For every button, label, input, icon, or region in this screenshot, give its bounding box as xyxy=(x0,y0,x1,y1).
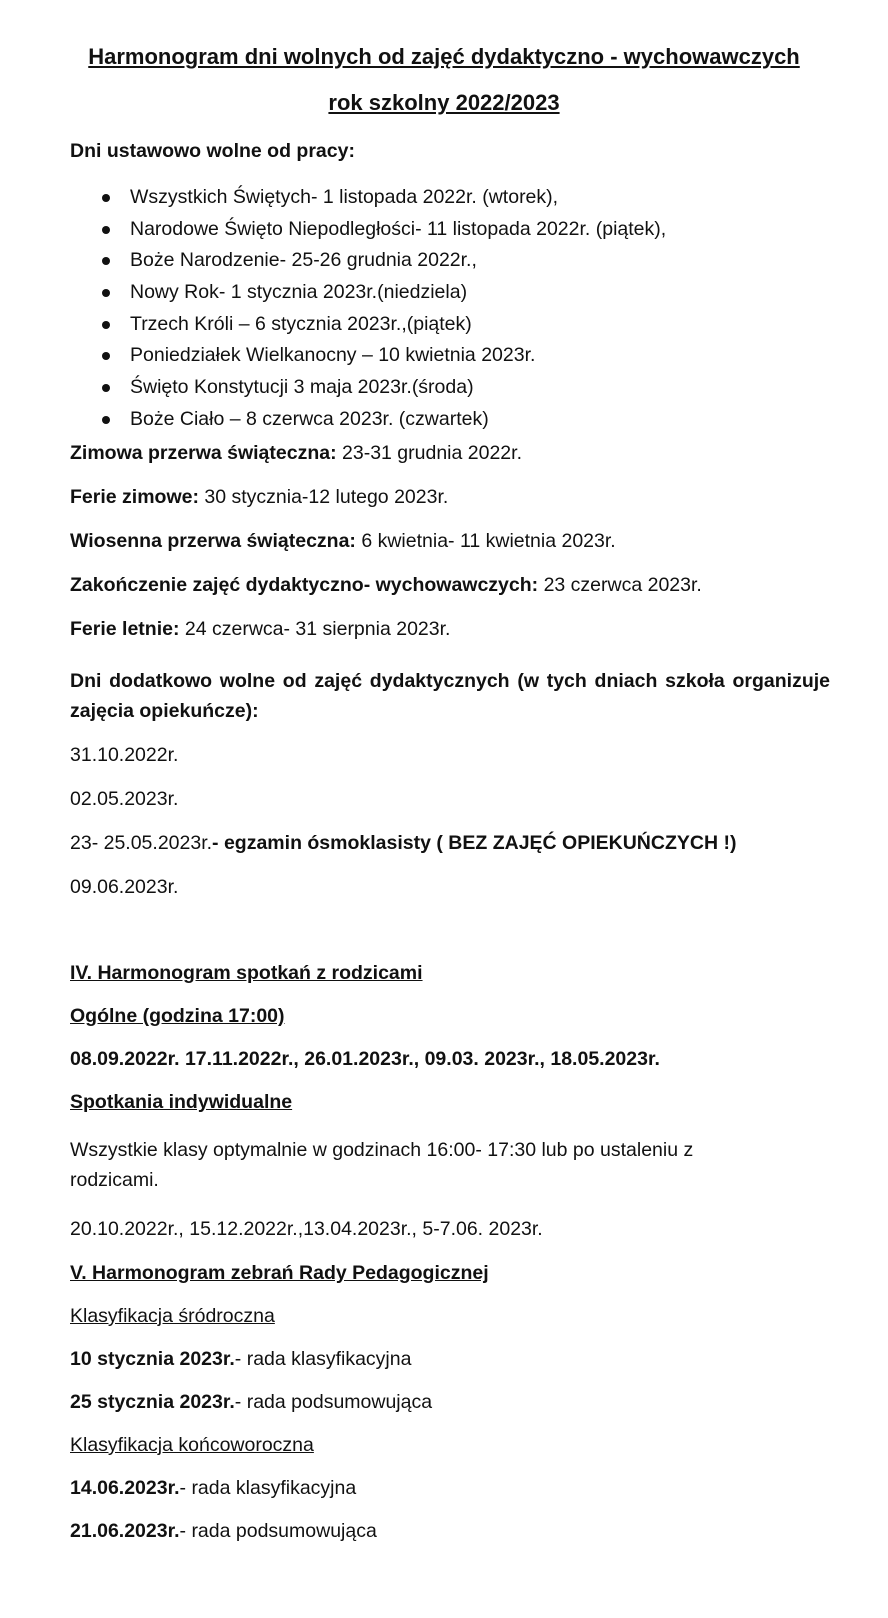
extra-day-4: 09.06.2023r. xyxy=(70,876,179,898)
mid-year-heading: Klasyfikacja śródroczna xyxy=(70,1305,275,1327)
list-item: Narodowe Święto Niepodległości- 11 listopada 2022r. (piątek), xyxy=(100,214,666,246)
section-4-heading: IV. Harmonogram spotkań z rodzicami xyxy=(70,962,423,984)
holidays-list xyxy=(100,182,666,436)
bullet-icon xyxy=(102,384,110,392)
individual-meetings-heading: Spotkania indywidualne xyxy=(70,1091,293,1113)
mid-year-item-1: 10 stycznia 2023r.- rada klasyfikacyjna xyxy=(70,1348,412,1370)
section-5-heading: V. Harmonogram zebrań Rady Pedagogicznej xyxy=(70,1262,489,1284)
end-year-item-2: 21.06.2023r.- rada podsumowująca xyxy=(70,1520,377,1542)
bullet-icon xyxy=(102,321,110,329)
bullet-icon xyxy=(102,194,110,202)
end-year-heading: Klasyfikacja końcoworoczna xyxy=(70,1434,314,1456)
list-item: Trzech Króli – 6 stycznia 2023r.,(piątek) xyxy=(100,309,666,341)
bullet-icon xyxy=(102,289,110,297)
break-spring-holiday: Wiosenna przerwa świąteczna: 6 kwietnia- 11 kwietnia 2023r. xyxy=(70,530,616,552)
break-winter-holiday: Zimowa przerwa świąteczna: 23-31 grudnia 2022r. xyxy=(70,442,522,464)
list-item: Boże Narodzenie- 25-26 grudnia 2022r., xyxy=(100,245,666,277)
holidays-heading: Dni ustawowo wolne od pracy: xyxy=(70,140,355,162)
individual-meetings-dates: 20.10.2022r., 15.12.2022r.,13.04.2023r., 5-7.06. 2023r. xyxy=(70,1218,543,1240)
list-item: Poniedziałek Wielkanocny – 10 kwietnia 2023r. xyxy=(100,340,666,372)
general-meetings-heading: Ogólne (godzina 17:00) xyxy=(70,1005,285,1027)
extra-day-1: 31.10.2022r. xyxy=(70,744,179,766)
end-year-item-1: 14.06.2023r.- rada klasyfikacyjna xyxy=(70,1477,357,1499)
end-of-classes: Zakończenie zajęć dydaktyczno- wychowawczych: 23 czerwca 2023r. xyxy=(70,574,702,596)
mid-year-item-2: 25 stycznia 2023r.- rada podsumowująca xyxy=(70,1391,433,1413)
bullet-icon xyxy=(102,226,110,234)
general-meetings-dates: 08.09.2022r. 17.11.2022r., 26.01.2023r., 09.03. 2023r., 18.05.2023r. xyxy=(70,1048,660,1070)
title-line-1: Harmonogram dni wolnych od zajęć dydaktyczno - wychowawczych xyxy=(88,44,800,69)
extra-day-2: 02.05.2023r. xyxy=(70,788,179,810)
bullet-icon xyxy=(102,352,110,360)
break-winter-vacation: Ferie zimowe: 30 stycznia-12 lutego 2023r. xyxy=(70,486,449,508)
bullet-icon xyxy=(102,257,110,265)
bullet-icon xyxy=(102,416,110,424)
extra-days-heading: Dni dodatkowo wolne od zajęć dydaktycznych (w tych dniach szkoła organizuje zajęcia opiekuńcze): xyxy=(70,670,830,722)
title-line-2: rok szkolny 2022/2023 xyxy=(328,90,560,115)
break-summer: Ferie letnie: 24 czerwca- 31 sierpnia 2023r. xyxy=(70,618,451,640)
list-item: Nowy Rok- 1 stycznia 2023r.(niedziela) xyxy=(100,277,666,309)
individual-meetings-text: Wszystkie klasy optymalnie w godzinach 16:00- 17:30 lub po ustaleniu z rodzicami. xyxy=(70,1139,694,1191)
list-item: Wszystkich Świętych- 1 listopada 2022r. (wtorek), xyxy=(100,182,666,214)
list-item: Święto Konstytucji 3 maja 2023r.(środa) xyxy=(100,372,666,404)
extra-day-3: 23- 25.05.2023r.- egzamin ósmoklasisty ( BEZ ZAJĘĆ OPIEKUŃCZYCH !) xyxy=(70,832,737,854)
list-item: Boże Ciało – 8 czerwca 2023r. (czwartek) xyxy=(100,404,666,436)
